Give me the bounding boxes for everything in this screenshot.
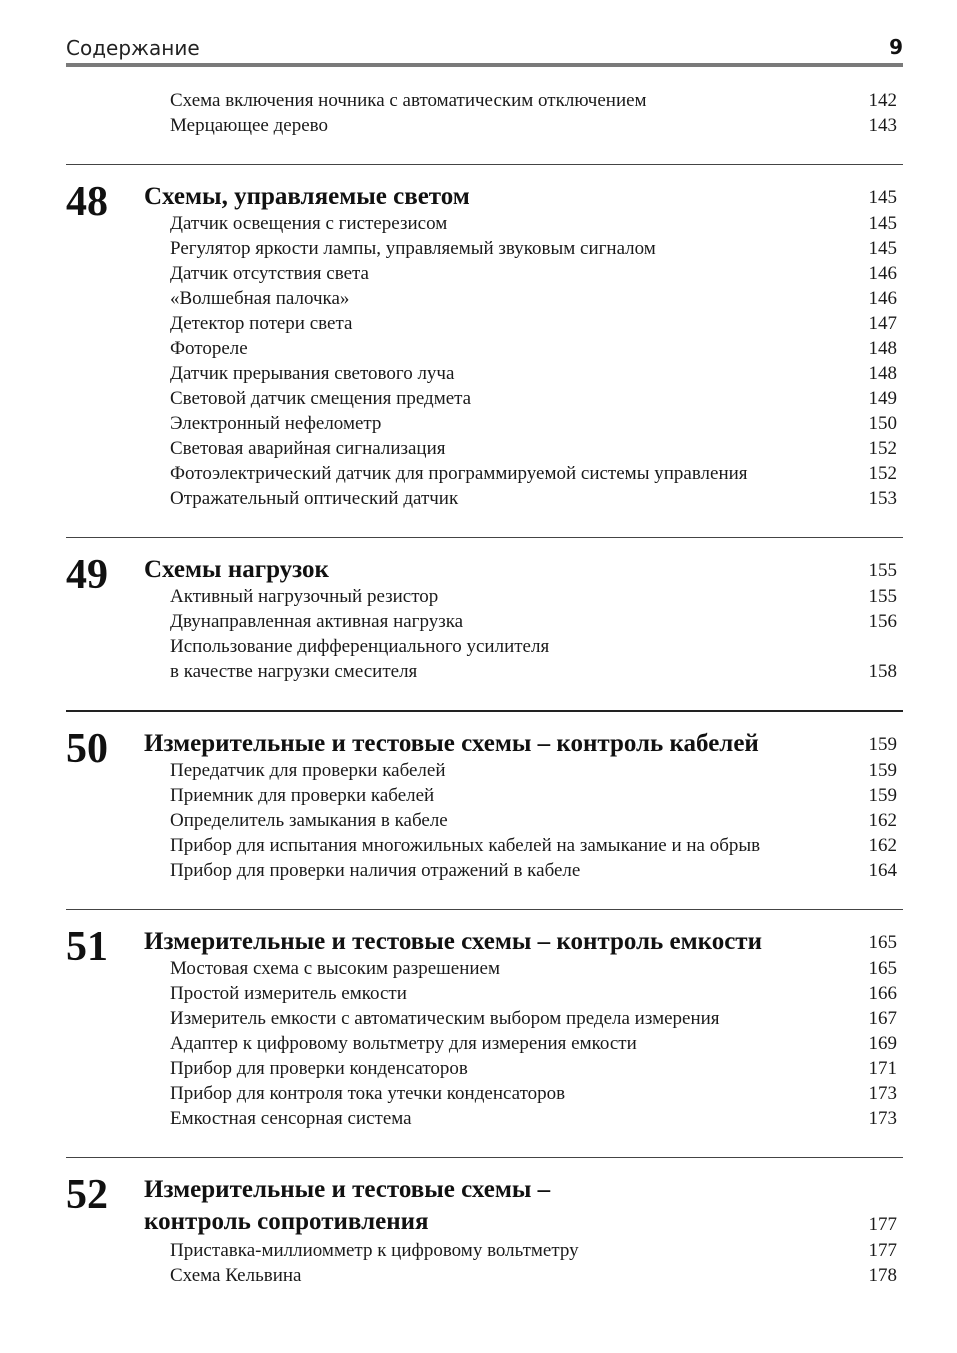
toc-entry-label: Прибор для проверки наличия отражений в кабеле xyxy=(170,860,581,881)
toc-entry-page: 165 xyxy=(868,958,897,979)
toc-entry-page: 158 xyxy=(868,661,897,682)
toc-entry xyxy=(170,236,903,261)
chapter-49 xyxy=(66,537,903,710)
toc-entry-page: 178 xyxy=(868,1265,897,1286)
header-title: Содержание xyxy=(66,36,200,60)
toc-entry-page: 162 xyxy=(868,810,897,831)
toc-entry xyxy=(170,808,903,833)
chapter-page: 159 xyxy=(868,734,897,755)
toc-entry-label: Фотоэлектрический датчик для программируемой системы управления xyxy=(170,463,748,484)
chapter-number: 48 xyxy=(66,179,108,225)
toc-entry-label: Двунаправленная активная нагрузка xyxy=(170,611,464,632)
toc-entry xyxy=(170,584,903,609)
toc-entry-label: Световой датчик смещения предмета xyxy=(170,388,472,409)
toc-entry-label: Отражательный оптический датчик xyxy=(170,488,459,509)
toc-entry xyxy=(170,1006,903,1031)
toc-entry xyxy=(170,659,903,684)
toc-entry-page: 146 xyxy=(868,288,897,309)
chapter-title-line-1: Измерительные и тестовые схемы – xyxy=(144,1176,551,1203)
toc-entry-page: 145 xyxy=(868,238,897,259)
chapter-title: Схемы, управляемые светом xyxy=(144,183,470,210)
toc-entry-page: 155 xyxy=(868,586,897,607)
toc-entry-label: Адаптер к цифровому вольтметру для измерения емкости xyxy=(170,1033,637,1054)
toc-entry-label: Фотореле xyxy=(170,338,248,359)
toc-entry-page: 152 xyxy=(868,463,897,484)
toc-entry-page: 149 xyxy=(868,388,897,409)
chapter-number: 51 xyxy=(66,924,108,970)
toc-entry-page: 171 xyxy=(868,1058,897,1079)
toc-entry xyxy=(170,1263,903,1288)
table-of-contents xyxy=(66,88,903,1314)
toc-entry xyxy=(170,311,903,336)
toc-entry-label: Схема Кельвина xyxy=(170,1265,302,1286)
toc-entry xyxy=(170,113,903,138)
toc-entry-page: 159 xyxy=(868,760,897,781)
toc-entry-label: Мостовая схема с высоким разрешением xyxy=(170,958,500,979)
chapter-page: 165 xyxy=(868,932,897,953)
continued-section xyxy=(66,88,903,164)
toc-entry-label: «Волшебная палочка» xyxy=(170,288,350,309)
toc-entry-page: 150 xyxy=(868,413,897,434)
toc-entry xyxy=(170,461,903,486)
toc-entry xyxy=(170,1106,903,1131)
chapter-page: 145 xyxy=(868,187,897,208)
toc-entry-label: Измеритель емкости с автоматическим выбором предела измерения xyxy=(170,1008,720,1029)
toc-entry-page: 173 xyxy=(868,1083,897,1104)
toc-entry-page: 147 xyxy=(868,313,897,334)
toc-entry-label: Датчик прерывания светового луча xyxy=(170,363,455,384)
toc-entry xyxy=(170,336,903,361)
toc-entry xyxy=(170,609,903,634)
toc-entry-page: 166 xyxy=(868,983,897,1004)
chapter-title: Измерительные и тестовые схемы – контроль кабелей xyxy=(144,730,759,757)
toc-entry-page: 162 xyxy=(868,835,897,856)
toc-entry-page: 143 xyxy=(868,115,897,136)
toc-entry-label: Приемник для проверки кабелей xyxy=(170,785,435,806)
toc-entry-label: Активный нагрузочный резистор xyxy=(170,586,439,607)
toc-entry xyxy=(170,1238,903,1263)
toc-entry-page: 146 xyxy=(868,263,897,284)
toc-entry-label: Датчик освещения с гистерезисом xyxy=(170,213,448,234)
toc-entry-label: Детектор потери света xyxy=(170,313,353,334)
chapter-number: 50 xyxy=(66,726,108,772)
toc-entry xyxy=(170,783,903,808)
toc-entry-page: 164 xyxy=(868,860,897,881)
toc-entry xyxy=(170,386,903,411)
chapter-title-row xyxy=(144,1174,903,1238)
toc-entry xyxy=(170,833,903,858)
toc-entry-label: Датчик отсутствия света xyxy=(170,263,369,284)
toc-entry-label: Прибор для контроля тока утечки конденсаторов xyxy=(170,1083,566,1104)
chapter-title-row xyxy=(144,926,903,956)
page-header xyxy=(66,33,903,67)
toc-entry xyxy=(170,1031,903,1056)
chapter-title xyxy=(144,1174,844,1238)
toc-entry-label: Световая аварийная сигнализация xyxy=(170,438,446,459)
toc-entry-label: Передатчик для проверки кабелей xyxy=(170,760,446,781)
toc-entry-page: 167 xyxy=(868,1008,897,1029)
chapter-title-line-2: контроль сопротивления xyxy=(144,1208,429,1235)
toc-entry-label: Использование дифференциального усилителя xyxy=(170,636,550,657)
toc-entry xyxy=(170,361,903,386)
toc-entry-page: 159 xyxy=(868,785,897,806)
toc-entry xyxy=(170,1081,903,1106)
toc-entry xyxy=(170,211,903,236)
toc-entry-page: 148 xyxy=(868,363,897,384)
toc-entry-page: 156 xyxy=(868,611,897,632)
toc-entry-label: в качестве нагрузки смесителя xyxy=(170,661,418,682)
toc-entry-page: 173 xyxy=(868,1108,897,1129)
toc-entry xyxy=(170,758,903,783)
chapter-title-row xyxy=(144,728,903,758)
toc-entry-label: Прибор для проверки конденсаторов xyxy=(170,1058,468,1079)
chapter-page: 155 xyxy=(868,560,897,581)
toc-entry-page: 145 xyxy=(868,213,897,234)
toc-entry xyxy=(170,858,903,883)
toc-entry-page: 152 xyxy=(868,438,897,459)
chapter-50 xyxy=(66,710,903,909)
toc-entry xyxy=(170,88,903,113)
toc-entry-label: Емкостная сенсорная система xyxy=(170,1108,412,1129)
chapter-48 xyxy=(66,164,903,537)
chapter-title-row xyxy=(144,554,903,584)
toc-entry-page: 148 xyxy=(868,338,897,359)
toc-entry-page: 169 xyxy=(868,1033,897,1054)
toc-entry xyxy=(170,486,903,511)
chapter-52 xyxy=(66,1157,903,1314)
toc-entry-label: Регулятор яркости лампы, управляемый звуковым сигналом xyxy=(170,238,656,259)
toc-entry-label: Электронный нефелометр xyxy=(170,413,382,434)
chapter-title: Схемы нагрузок xyxy=(144,556,329,583)
toc-entry xyxy=(170,1056,903,1081)
chapter-title-row xyxy=(144,181,903,211)
toc-entry-label: Приставка-миллиомметр к цифровому вольтметру xyxy=(170,1240,579,1261)
toc-entry-label: Схема включения ночника с автоматическим отключением xyxy=(170,90,647,111)
toc-entry xyxy=(170,981,903,1006)
chapter-page: 177 xyxy=(868,1214,897,1235)
toc-entry-page: 153 xyxy=(868,488,897,509)
toc-entry-page: 142 xyxy=(868,90,897,111)
toc-entry xyxy=(170,956,903,981)
toc-entry-label: Простой измеритель емкости xyxy=(170,983,407,1004)
toc-entry xyxy=(170,286,903,311)
toc-entry xyxy=(170,634,903,659)
toc-entry xyxy=(170,261,903,286)
chapter-number: 49 xyxy=(66,552,108,598)
chapter-51 xyxy=(66,909,903,1157)
toc-entry xyxy=(170,411,903,436)
toc-entry-label: Мерцающее дерево xyxy=(170,115,328,136)
chapter-number: 52 xyxy=(66,1172,108,1218)
toc-entry-page: 177 xyxy=(868,1240,897,1261)
toc-entry-label: Определитель замыкания в кабеле xyxy=(170,810,448,831)
toc-entry-label: Прибор для испытания многожильных кабелей на замыкание и на обрыв xyxy=(170,835,761,856)
chapter-title: Измерительные и тестовые схемы – контроль емкости xyxy=(144,928,762,955)
header-page-number: 9 xyxy=(889,35,903,59)
toc-entry xyxy=(170,436,903,461)
